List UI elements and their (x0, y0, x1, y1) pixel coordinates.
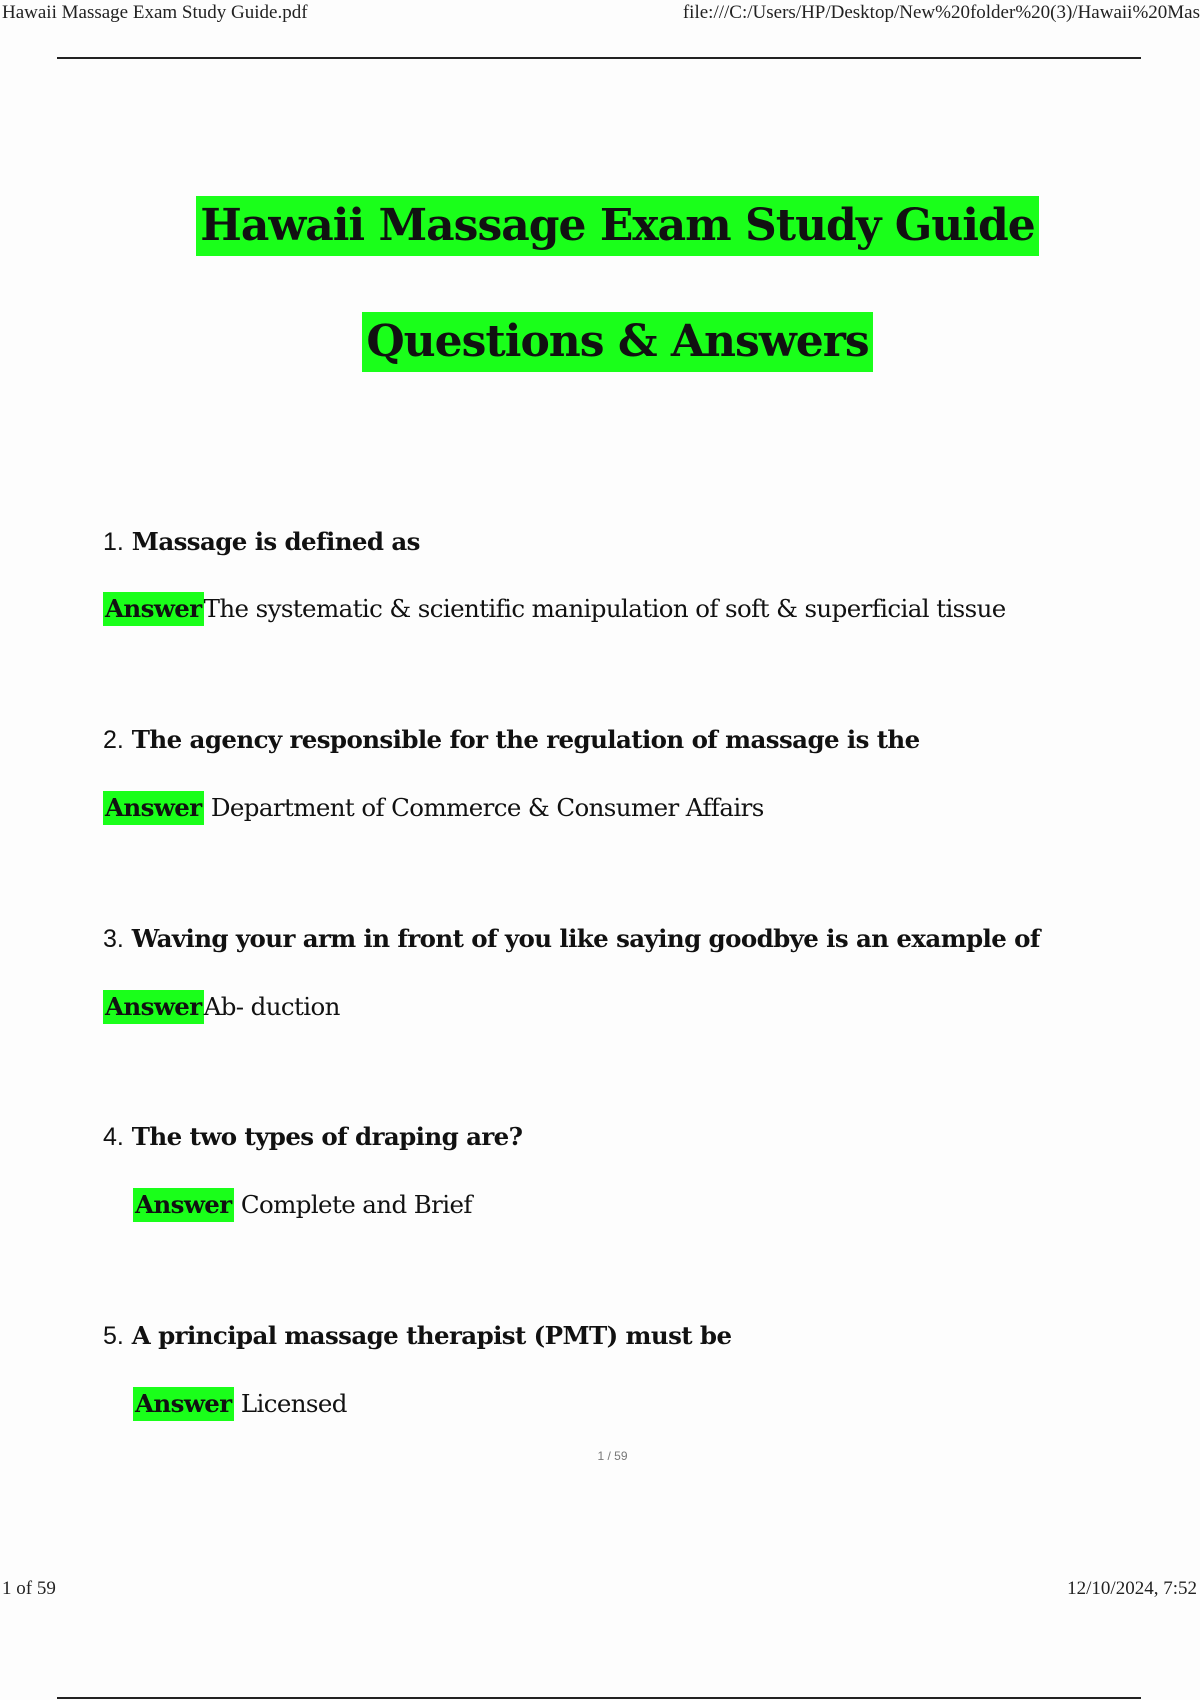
question-3 (103, 924, 1040, 954)
answer-1 (103, 592, 1006, 626)
answer-label: Answer (103, 791, 204, 825)
print-footer-timestamp: 12/10/2024, 7:52 (1067, 1578, 1197, 1599)
question-text: Massage is defined as (131, 527, 420, 556)
question-number: 5. (103, 1322, 124, 1350)
question-number: 1. (103, 528, 124, 556)
answer-text: Licensed (240, 1389, 347, 1418)
question-number: 2. (103, 726, 124, 754)
print-footer-page-count: 1 of 59 (2, 1578, 56, 1599)
answer-5 (133, 1387, 347, 1421)
page-indicator: 1 / 59 (597, 1449, 628, 1463)
print-header-file-url: file:///C:/Users/HP/Desktop/New%20folder%20(3)/Hawaii%20Mas (682, 2, 1200, 23)
question-text: The two types of draping are? (131, 1122, 523, 1151)
question-4 (103, 1122, 522, 1152)
question-text: The agency responsible for the regulation of massage is the (131, 725, 920, 754)
document-title (0, 196, 1200, 256)
print-header-doc-title: Hawaii Massage Exam Study Guide.pdf (2, 2, 308, 23)
answer-label: Answer (103, 990, 204, 1024)
answer-text: Department of Commerce & Consumer Affairs (210, 793, 764, 822)
document-title-line1: Hawaii Massage Exam Study Guide (196, 196, 1039, 256)
answer-text: Complete and Brief (240, 1190, 472, 1219)
question-number: 4. (103, 1123, 124, 1151)
question-number: 3. (103, 925, 124, 953)
document-subtitle (0, 312, 1200, 372)
answer-text: Ab- duction (203, 992, 340, 1021)
header-divider (57, 57, 1141, 59)
answer-label: Answer (133, 1387, 234, 1421)
footer-divider (57, 1697, 1141, 1699)
document-title-line2: Questions & Answers (362, 312, 872, 372)
answer-3 (103, 990, 340, 1024)
question-1 (103, 527, 420, 557)
question-2 (103, 725, 920, 755)
question-text: Waving your arm in front of you like saying goodbye is an example of (131, 924, 1040, 953)
question-text: A principal massage therapist (PMT) must be (131, 1321, 732, 1350)
question-5 (103, 1321, 731, 1351)
answer-text: The systematic & scientific manipulation of soft & superficial tissue (203, 594, 1006, 623)
answer-4 (133, 1188, 472, 1222)
answer-2 (103, 791, 764, 825)
answer-label: Answer (133, 1188, 234, 1222)
answer-label: Answer (103, 592, 204, 626)
